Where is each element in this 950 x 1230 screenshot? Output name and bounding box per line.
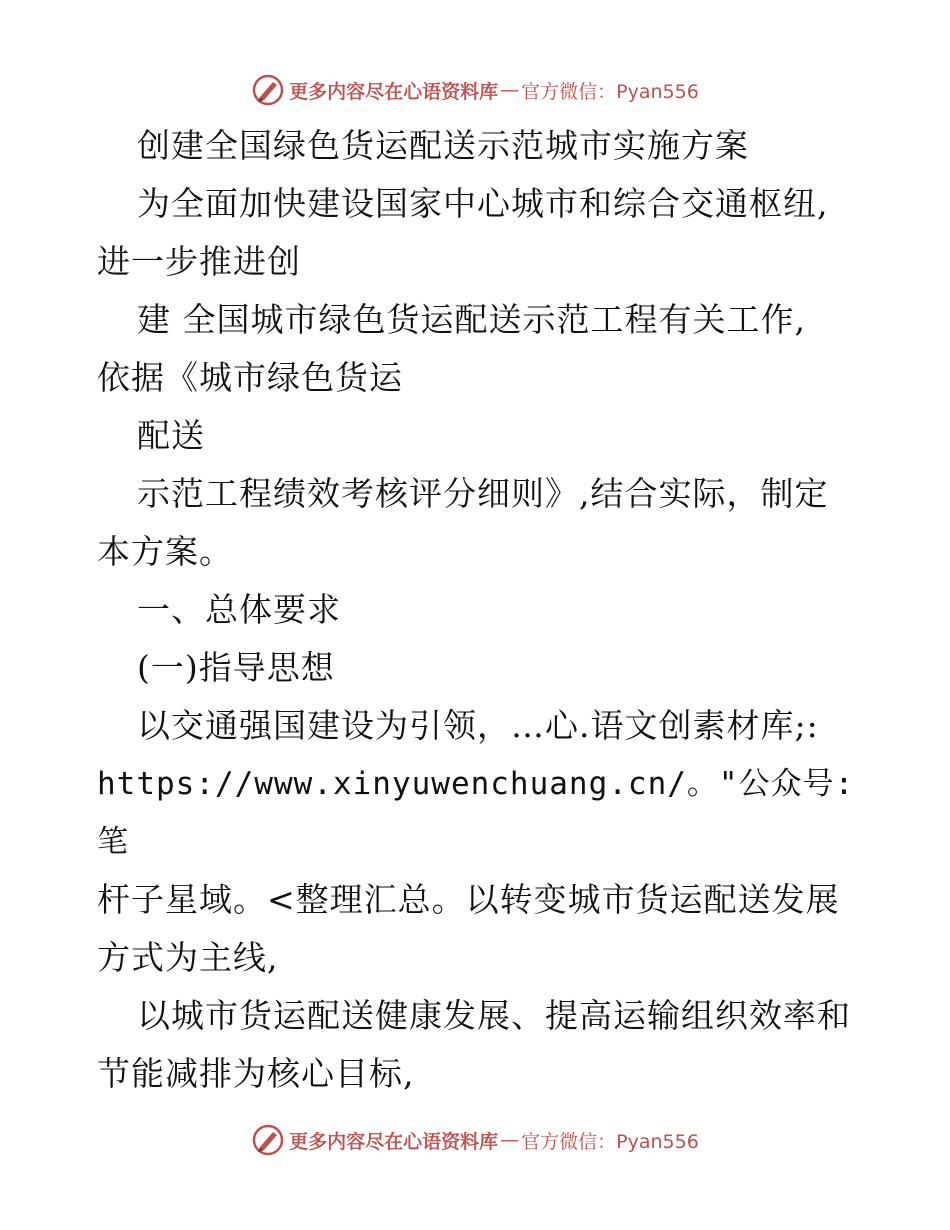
banner-text: 更多内容尽在心语资料库 [289, 1130, 499, 1153]
paragraph-line: 本方案。 [97, 532, 233, 571]
paragraph-line: 配送 [137, 416, 205, 455]
paragraph-line: 以城市货运配送健康发展、提高运输组织效率和 [137, 996, 851, 1035]
paragraph-line: 建 全国城市绿色货运配送示范工程有关工作, [137, 300, 806, 339]
header-banner [0, 70, 950, 110]
paragraph-line: 示范工程绩效考核评分细则》,结合实际，制定 [137, 474, 829, 513]
paragraph-line: 杆子星域。<整理汇总。以转变城市货运配送发展 [97, 880, 840, 919]
paragraph-line: 依据《城市绿色货运 [97, 358, 403, 397]
document-title: 创建全国绿色货运配送示范城市实施方案 [137, 126, 749, 165]
document-body [97, 117, 874, 1103]
paragraph-line: 进一步推进创 [97, 242, 301, 281]
paragraph-line: 为全面加快建设国家中心城市和综合交通枢纽, [137, 184, 829, 223]
subsection-heading: (一)指导思想 [137, 648, 335, 687]
section-heading: 一、总体要求 [137, 590, 341, 629]
paragraph-line: 节能减排为核心目标, [97, 1054, 415, 1093]
banner-wechat: 官方微信：Pyan556 [521, 1130, 699, 1153]
paragraph-line: 方式为主线, [97, 938, 279, 977]
banner-separator: — [500, 1129, 520, 1151]
paragraph-line-url: https://www.xinyuwenchuang.cn/。"公众号: 笔 [97, 766, 874, 860]
banner-text: 更多内容尽在心语资料库 [289, 80, 499, 103]
footer-banner [0, 1120, 950, 1160]
paragraph-line: 以交通强国建设为引领，…心.语文创素材库;: [137, 706, 819, 745]
banner-separator: — [500, 79, 520, 101]
pen-logo-icon [251, 1123, 285, 1157]
pen-logo-icon [251, 73, 285, 107]
banner-wechat: 官方微信：Pyan556 [521, 80, 699, 103]
